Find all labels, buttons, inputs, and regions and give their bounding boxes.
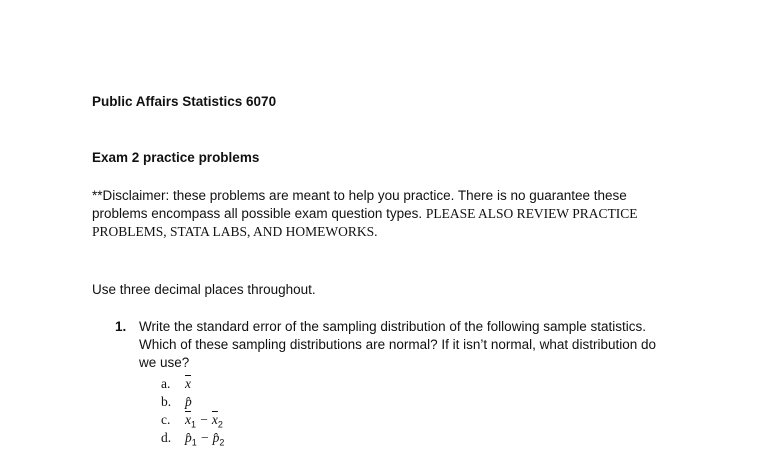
instruction-text: Use three decimal places throughout. <box>92 282 316 297</box>
question-line-2: Which of these sampling distributions are normal? If it isn’t normal, what distribution do <box>139 337 656 352</box>
sub-item-sub-b: 2 <box>219 437 225 448</box>
sub-item-operator: − <box>196 430 213 445</box>
question-line-3: we use? <box>139 355 190 370</box>
sub-item-label: b. <box>161 394 172 409</box>
sub-item-operator: − <box>196 412 212 427</box>
sub-item-math-b: $\overline{x}$ <box>211 412 218 427</box>
sub-item-sub-a: 1 <box>191 419 197 430</box>
document-title: Public Affairs Statistics 6070 <box>92 94 277 109</box>
sub-item-math-b: p̂ <box>212 430 220 445</box>
disclaimer-line-2-text: problems encompass all possible exam question types. <box>92 206 426 221</box>
question-text <box>139 318 759 372</box>
sub-item-math: p̂ <box>185 394 192 409</box>
disclaimer-paragraph <box>92 187 638 241</box>
sub-item-label: a. <box>161 376 171 391</box>
sub-item-math-a: p̂ <box>185 430 192 445</box>
sub-item-sub-b: 2 <box>217 419 223 430</box>
question-number: 1. <box>115 319 127 334</box>
sub-item-math-a: $\overline{x}$ <box>185 412 191 427</box>
sub-item-math: $\overline{x}$ <box>185 376 191 391</box>
disclaimer-line-3: PROBLEMS, STATA LABS, AND HOMEWORKS. <box>92 224 378 239</box>
sub-item-a <box>161 375 191 393</box>
disclaimer-line-2 <box>92 205 638 223</box>
sub-item-d <box>161 429 224 452</box>
document-subtitle: Exam 2 practice problems <box>92 150 260 165</box>
question-line-1: Write the standard error of the sampling distribution of the following sample statistics. <box>139 319 646 334</box>
sub-item-sub-a: 1 <box>191 437 197 448</box>
disclaimer-line-2-caps: PLEASE ALSO REVIEW PRACTICE <box>425 206 638 221</box>
sub-item-b <box>161 393 192 411</box>
sub-item-label: c. <box>161 412 171 427</box>
disclaimer-line-1: **Disclaimer: these problems are meant to help you practice. There is no guarantee these <box>92 188 627 203</box>
sub-item-label: d. <box>161 430 172 445</box>
